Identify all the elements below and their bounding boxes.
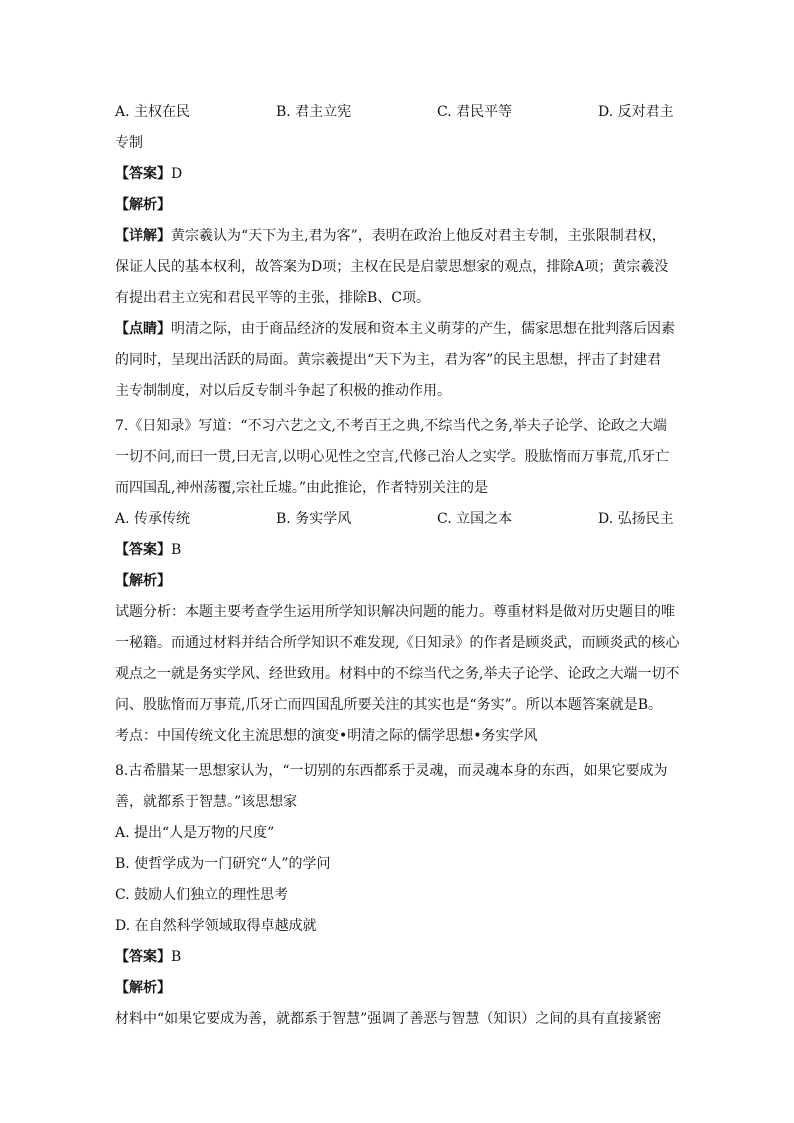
q8-stem-line: 8.古希腊某一思想家认为，“一切别的东西都系于灵魂，而灵魂本身的东西，如果它要成为 — [115, 763, 668, 779]
answer-label: 【答案】 — [115, 166, 171, 182]
q6-detail-line: 保证人民的基本权利，故答案为D项；主权在民是启蒙思想家的观点，排除A项；黄宗羲没 — [115, 259, 669, 275]
q7-option-b: B. 务实学风 — [276, 511, 352, 527]
answer-value: B — [171, 949, 182, 965]
detail-label: 【详解】 — [115, 228, 171, 244]
q7-option-c: C. 立国之本 — [437, 511, 513, 527]
q6-analysis-label: 【解析】 — [115, 197, 171, 213]
q8-option-d: D. 在自然科学领域取得卓越成就 — [115, 918, 317, 934]
q6-option-b: B. 君主立宪 — [276, 104, 352, 120]
q7-answer-line — [115, 540, 685, 560]
answer-value: D — [171, 166, 183, 182]
q6-option-c: C. 君民平等 — [437, 104, 513, 120]
highlight-text: 明清之际，由于商品经济的发展和资本主义萌芽的产生，儒家思想在批判落后因素 — [171, 321, 675, 337]
q6-option-d: D. 反对君主 — [598, 104, 674, 120]
q6-highlight-line — [115, 319, 685, 339]
q7-analysis-line: 一秘籍。而通过材料并结合所学知识不难发现,《日知录》的作者是顾炎武，而顾炎武的核心 — [115, 635, 680, 651]
detail-text: 黄宗羲认为“天下为主,君为客”，表明在政治上他反对君主专制，主张限制君权， — [171, 228, 666, 244]
q6-answer-line — [115, 164, 685, 184]
q7-option-a: A. 传承传统 — [115, 511, 191, 527]
q8-analysis-line: 材料中“如果它要成为善，就都系于智慧”强调了善恶与智慧（知识）之间的具有直接紧密 — [115, 1011, 662, 1027]
q8-analysis-label: 【解析】 — [115, 980, 171, 996]
q6-highlight-line: 的同时，呈现出活跃的局面。黄宗羲提出“天下为主，君为客”的民主思想，抨击了封建君 — [115, 352, 662, 368]
q8-stem-line: 善，就都系于智慧。”该思想家 — [115, 794, 298, 810]
q8-option-c: C. 鼓励人们独立的理性思考 — [115, 887, 289, 903]
q7-analysis-label: 【解析】 — [115, 573, 171, 589]
answer-value: B — [171, 542, 182, 558]
q6-option-a: A. 主权在民 — [115, 104, 191, 120]
q6-option-d-wrap: 专制 — [115, 135, 143, 151]
q7-stem-line: 7.《日知录》写道：“不习六艺之文,不考百王之典,不综当代之务,举夫子论学、论政之大端 — [115, 418, 667, 434]
q8-answer-line — [115, 947, 685, 967]
q7-analysis-line: 问、股肱惰而万事荒,爪牙亡而四国乱所要关注的其实也是“务实”。所以本题答案就是B。 — [115, 697, 663, 713]
q7-exam-point: 考点：中国传统文化主流思想的演变•明清之际的儒学思想•务实学风 — [115, 728, 538, 744]
q6-detail-line: 有提出君主立宪和君民平等的主张，排除B、C项。 — [115, 290, 430, 306]
q7-analysis-line: 试题分析：本题主要考查学生运用所学知识解决问题的能力。尊重材料是做对历史题目的唯 — [115, 604, 675, 620]
q6-detail-line — [115, 226, 685, 246]
q6-highlight-line: 主专制制度，对以后反专制斗争起了积极的推动作用。 — [115, 383, 451, 399]
q8-option-b: B. 使哲学成为一门研究“人”的学问 — [115, 856, 331, 872]
q7-analysis-line: 观点之一就是务实学风、经世致用。材料中的不综当代之务,举夫子论学、论政之大端一切不 — [115, 666, 680, 682]
highlight-label: 【点睛】 — [115, 321, 171, 337]
q7-stem-line: 而四国乱,神州荡覆,宗社丘墟。”由此推论，作者特别关注的是 — [115, 480, 489, 496]
q8-option-a: A. 提出“人是万物的尺度” — [115, 825, 275, 841]
q7-option-d: D. 弘扬民主 — [598, 511, 674, 527]
q7-stem-line: 一切不问,而曰一贯,曰无言,以明心见性之空言,代修己治人之实学。股肱惰而万事荒,爪牙亡 — [115, 449, 670, 465]
answer-label: 【答案】 — [115, 542, 171, 558]
answer-label: 【答案】 — [115, 949, 171, 965]
